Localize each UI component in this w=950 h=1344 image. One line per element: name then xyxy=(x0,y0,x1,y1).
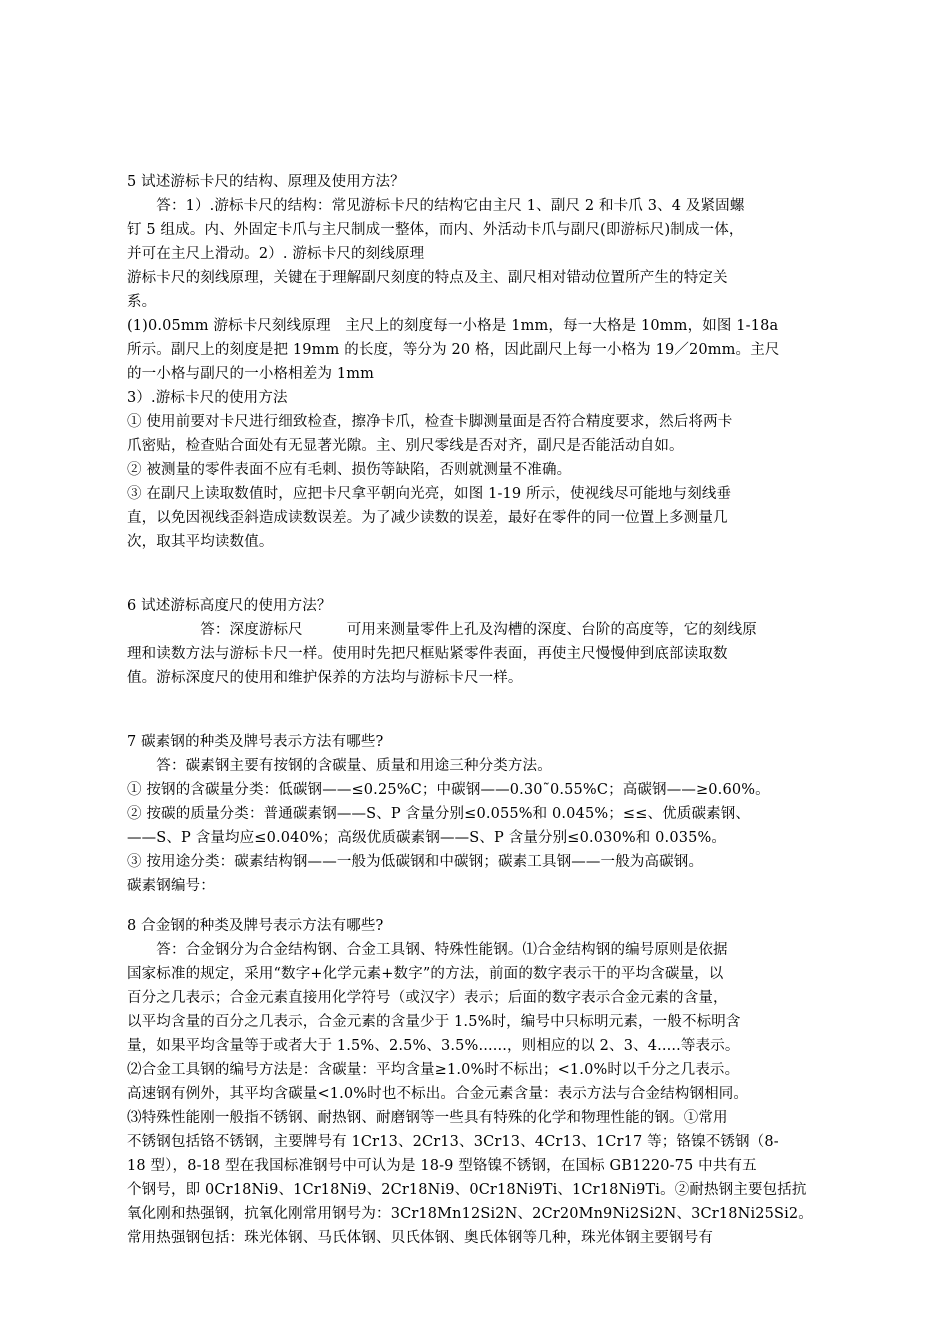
text-line: ⑶特殊性能刚一般指不锈钢、耐热钢、耐磨钢等一些具有特殊的化学和物理性能的钢。①常用 xyxy=(127,1110,728,1126)
text-line: 常用热强钢包括：珠光体钢、马氏体钢、贝氏体钢、奥氏体钢等几种，珠光体钢主要钢号有 xyxy=(127,1230,713,1246)
text-line: 不锈钢包括铬不锈钢，主要牌号有 1Cr13、2Cr13、3Cr13、4Cr13、1Cr17 等；铬镍不锈钢（8- xyxy=(127,1134,779,1150)
text-line: 18 型），8-18 型在我国标准钢号中可认为是 18-9 型铬镍不锈钢，在国标 GB1220-75 中共有五 xyxy=(127,1158,757,1174)
text-line: 系。 xyxy=(127,294,157,310)
question-6-heading: 6 试述游标高度尺的使用方法？ xyxy=(127,598,332,614)
question-5-heading: 5 试述游标卡尺的结构、原理及使用方法？ xyxy=(127,174,405,190)
text-line: ① 按钢的含碳量分类：低碳钢——≤0.25%C；中碳钢——0.30˜0.55%C；高碳钢——≥0.60%。 xyxy=(127,782,770,798)
text-line: 游标卡尺的刻线原理，关键在于理解副尺刻度的特点及主、副尺相对错动位置所产生的特定关 xyxy=(127,270,728,286)
text-line: ⑵合金工具钢的编号方法是：含碳量：平均含量≥1.0%时不标出；<1.0%时以千分之几表示。 xyxy=(127,1062,740,1078)
text-line: 并可在主尺上滑动。2）. 游标卡尺的刻线原理 xyxy=(127,246,425,262)
text-line: 次，取其平均读数值。 xyxy=(127,534,274,550)
text-line: ② 按碳的质量分类：普通碳素钢——S、P 含量分别≤0.055%和 0.045%；≤≤、优质碳素钢、 xyxy=(127,806,751,822)
text-line: 所示。副尺上的刻度是把 19mm 的长度，等分为 20 格，因此副尺上每一小格为 19／20mm。主尺 xyxy=(127,342,780,358)
text-line: 答：碳素钢主要有按钢的含碳量、质量和用途三种分类方法。 xyxy=(127,758,552,774)
question-8-heading: 8 合金钢的种类及牌号表示方法有哪些? xyxy=(127,918,384,934)
text-line: 以平均含量的百分之几表示，合金元素的含量少于 1.5%时，编号中只标明元素，一般不标明含 xyxy=(127,1014,741,1030)
text-line: 理和读数方法与游标卡尺一样。使用时先把尺框贴紧零件表面，再使主尺慢慢伸到底部读取数 xyxy=(127,646,728,662)
text-line: 的一小格与副尺的一小格相差为 1mm xyxy=(127,366,375,382)
text-line: 值。游标深度尺的使用和维护保养的方法均与游标卡尺一样。 xyxy=(127,670,523,686)
text-line: 答：1）.游标卡尺的结构：常见游标卡尺的结构它由主尺 1、副尺 2 和卡爪 3、4 及紧固螺 xyxy=(127,198,745,214)
text-line: 氧化刚和热强钢，抗氧化刚常用钢号为：3Cr18Mn12Si2N、2Cr20Mn9Ni2Si2N、3Cr18Ni25Si2。 xyxy=(127,1206,813,1222)
text-line: ③ 在副尺上读取数值时，应把卡尺拿平朝向光亮，如图 1-19 所示，使视线尽可能地与刻线垂 xyxy=(127,486,732,502)
question-7-heading: 7 碳素钢的种类及牌号表示方法有哪些? xyxy=(127,734,384,750)
text-line: 百分之几表示；合金元素直接用化学符号（或汉字）表示；后面的数字表示合金元素的含量， xyxy=(127,990,728,1006)
text-line: 高速钢有例外，其平均含碳量<1.0%时也不标出。合金元素含量：表示方法与合金结构钢相同。 xyxy=(127,1086,749,1102)
text-line: 量，如果平均含量等于或者大于 1.5%、2.5%、3.5%......，则相应的以 2、3、4.....等表示。 xyxy=(127,1038,740,1054)
text-line: 直，以免因视线歪斜造成读数误差。为了减少读数的误差，最好在零件的同一位置上多测量几 xyxy=(127,510,728,526)
text-line: 3）.游标卡尺的使用方法 xyxy=(127,390,288,406)
text-line: 爪密贴，检查贴合面处有无显著光隙。主、别尺零线是否对齐，副尺是否能活动自如。 xyxy=(127,438,684,454)
text-line: 钉 5 组成。内、外固定卡爪与主尺制成一整体，而内、外活动卡爪与副尺(即游标尺)制成一体， xyxy=(127,222,744,238)
text-line: ② 被测量的零件表面不应有毛刺、损伤等缺陷，否则就测量不准确。 xyxy=(127,462,572,478)
text-line: 个钢号，即 0Cr18Ni9、1Cr18Ni9、2Cr18Ni9、0Cr18Ni9Ti、1Cr18Ni9Ti。②耐热钢主要包括抗 xyxy=(127,1182,807,1198)
text-line: ——S、P 含量均应≤0.040%；高级优质碳素钢——S、P 含量分别≤0.030%和 0.035%。 xyxy=(127,830,727,846)
text-line: 碳素钢编号： xyxy=(127,878,215,894)
text-line: 国家标准的规定，采用“数字+化学元素+数字”的方法，前面的数字表示干的平均含碳量，以 xyxy=(127,966,724,982)
text-line: 答：合金钢分为合金结构钢、合金工具钢、特殊性能钢。⑴合金结构钢的编号原则是依据 xyxy=(127,942,728,958)
text-line: ③ 按用途分类：碳素结构钢——一般为低碳钢和中碳钢；碳素工具钢——一般为高碳钢。 xyxy=(127,854,704,870)
text-line: ① 使用前要对卡尺进行细致检查，擦净卡爪，检查卡脚测量面是否符合精度要求，然后将两卡 xyxy=(127,414,733,430)
text-line: 答：深度游标尺 可用来测量零件上孔及沟槽的深度、台阶的高度等，它的刻线原 xyxy=(127,622,757,638)
text-line: (1)0.05mm 游标卡尺刻线原理 主尺上的刻度每一小格是 1mm，每一大格是 10mm，如图 1-18a xyxy=(127,318,779,334)
